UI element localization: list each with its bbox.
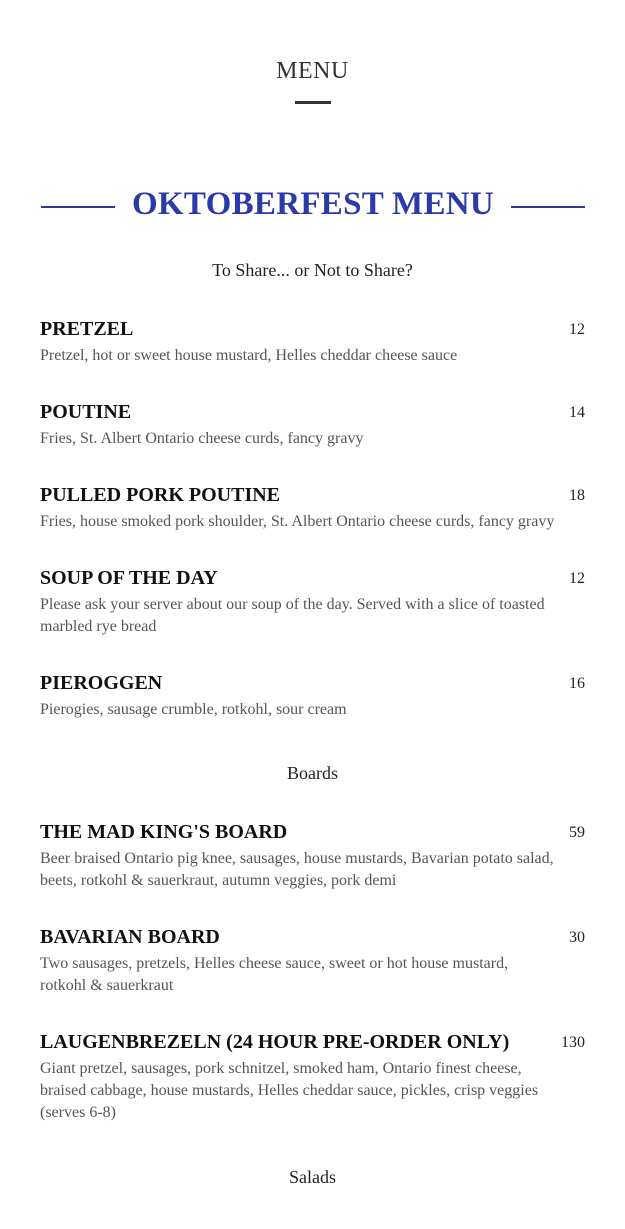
menu-item [40, 318, 585, 368]
item-name: LAUGENBREZELN (24 HOUR PRE-ORDER ONLY) [40, 1031, 510, 1053]
item-description: Beer braised Ontario pig knee, sausages, house mustards, Bavarian potato salad, beets, rotkohl & sauerkraut, autumn veggies, pork demi [40, 850, 554, 889]
item-description: Two sausages, pretzels, Helles cheese sauce, sweet or hot house mustard, rotkohl & sauerkraut [40, 955, 509, 994]
menu-item [40, 672, 585, 722]
item-description: Fries, St. Albert Ontario cheese curds, fancy gravy [40, 430, 364, 447]
item-price: 59 [569, 824, 585, 841]
menu-item [40, 1031, 585, 1125]
menu-item [40, 401, 585, 451]
item-description: Pretzel, hot or sweet house mustard, Helles cheddar cheese sauce [40, 347, 458, 364]
item-price: 130 [561, 1034, 585, 1051]
section-heading-salads: Salads [289, 1167, 336, 1187]
item-description: Giant pretzel, sausages, pork schnitzel, smoked ham, Ontario finest cheese, braised cabbage, house mustards, Helles cheddar sauce, pickles, crisp veggies (serves 6-8) [40, 1060, 539, 1121]
title-underline [295, 101, 331, 104]
menu-item [40, 567, 585, 639]
item-description: Fries, house smoked pork shoulder, St. Albert Ontario cheese curds, fancy gravy [40, 513, 555, 530]
item-description: Please ask your server about our soup of the day. Served with a slice of toasted marbled rye bread [40, 596, 545, 635]
section-heading-boards: Boards [287, 763, 338, 783]
menu-item [40, 926, 585, 998]
item-price: 18 [569, 487, 585, 504]
menu-title-row [41, 186, 585, 228]
item-price: 12 [569, 570, 585, 587]
menu-item [40, 821, 585, 893]
item-name: BAVARIAN BOARD [40, 926, 220, 948]
section-heading-share: To Share... or Not to Share? [212, 260, 413, 280]
menu-item [40, 484, 585, 534]
item-name: THE MAD KING'S BOARD [40, 821, 288, 843]
page-title: MENU [276, 58, 349, 84]
item-description: Pierogies, sausage crumble, rotkohl, sour cream [40, 701, 347, 718]
item-name: POUTINE [40, 401, 132, 423]
item-name: PULLED PORK POUTINE [40, 484, 281, 506]
item-name: PIEROGGEN [40, 672, 163, 694]
item-price: 16 [569, 675, 585, 692]
item-name: SOUP OF THE DAY [40, 567, 218, 589]
item-price: 30 [569, 929, 585, 946]
title-rule-right [511, 206, 585, 208]
item-name: PRETZEL [40, 318, 134, 340]
item-price: 12 [569, 321, 585, 338]
item-price: 14 [569, 404, 585, 421]
menu-title: OKTOBERFEST MENU [131, 186, 495, 222]
